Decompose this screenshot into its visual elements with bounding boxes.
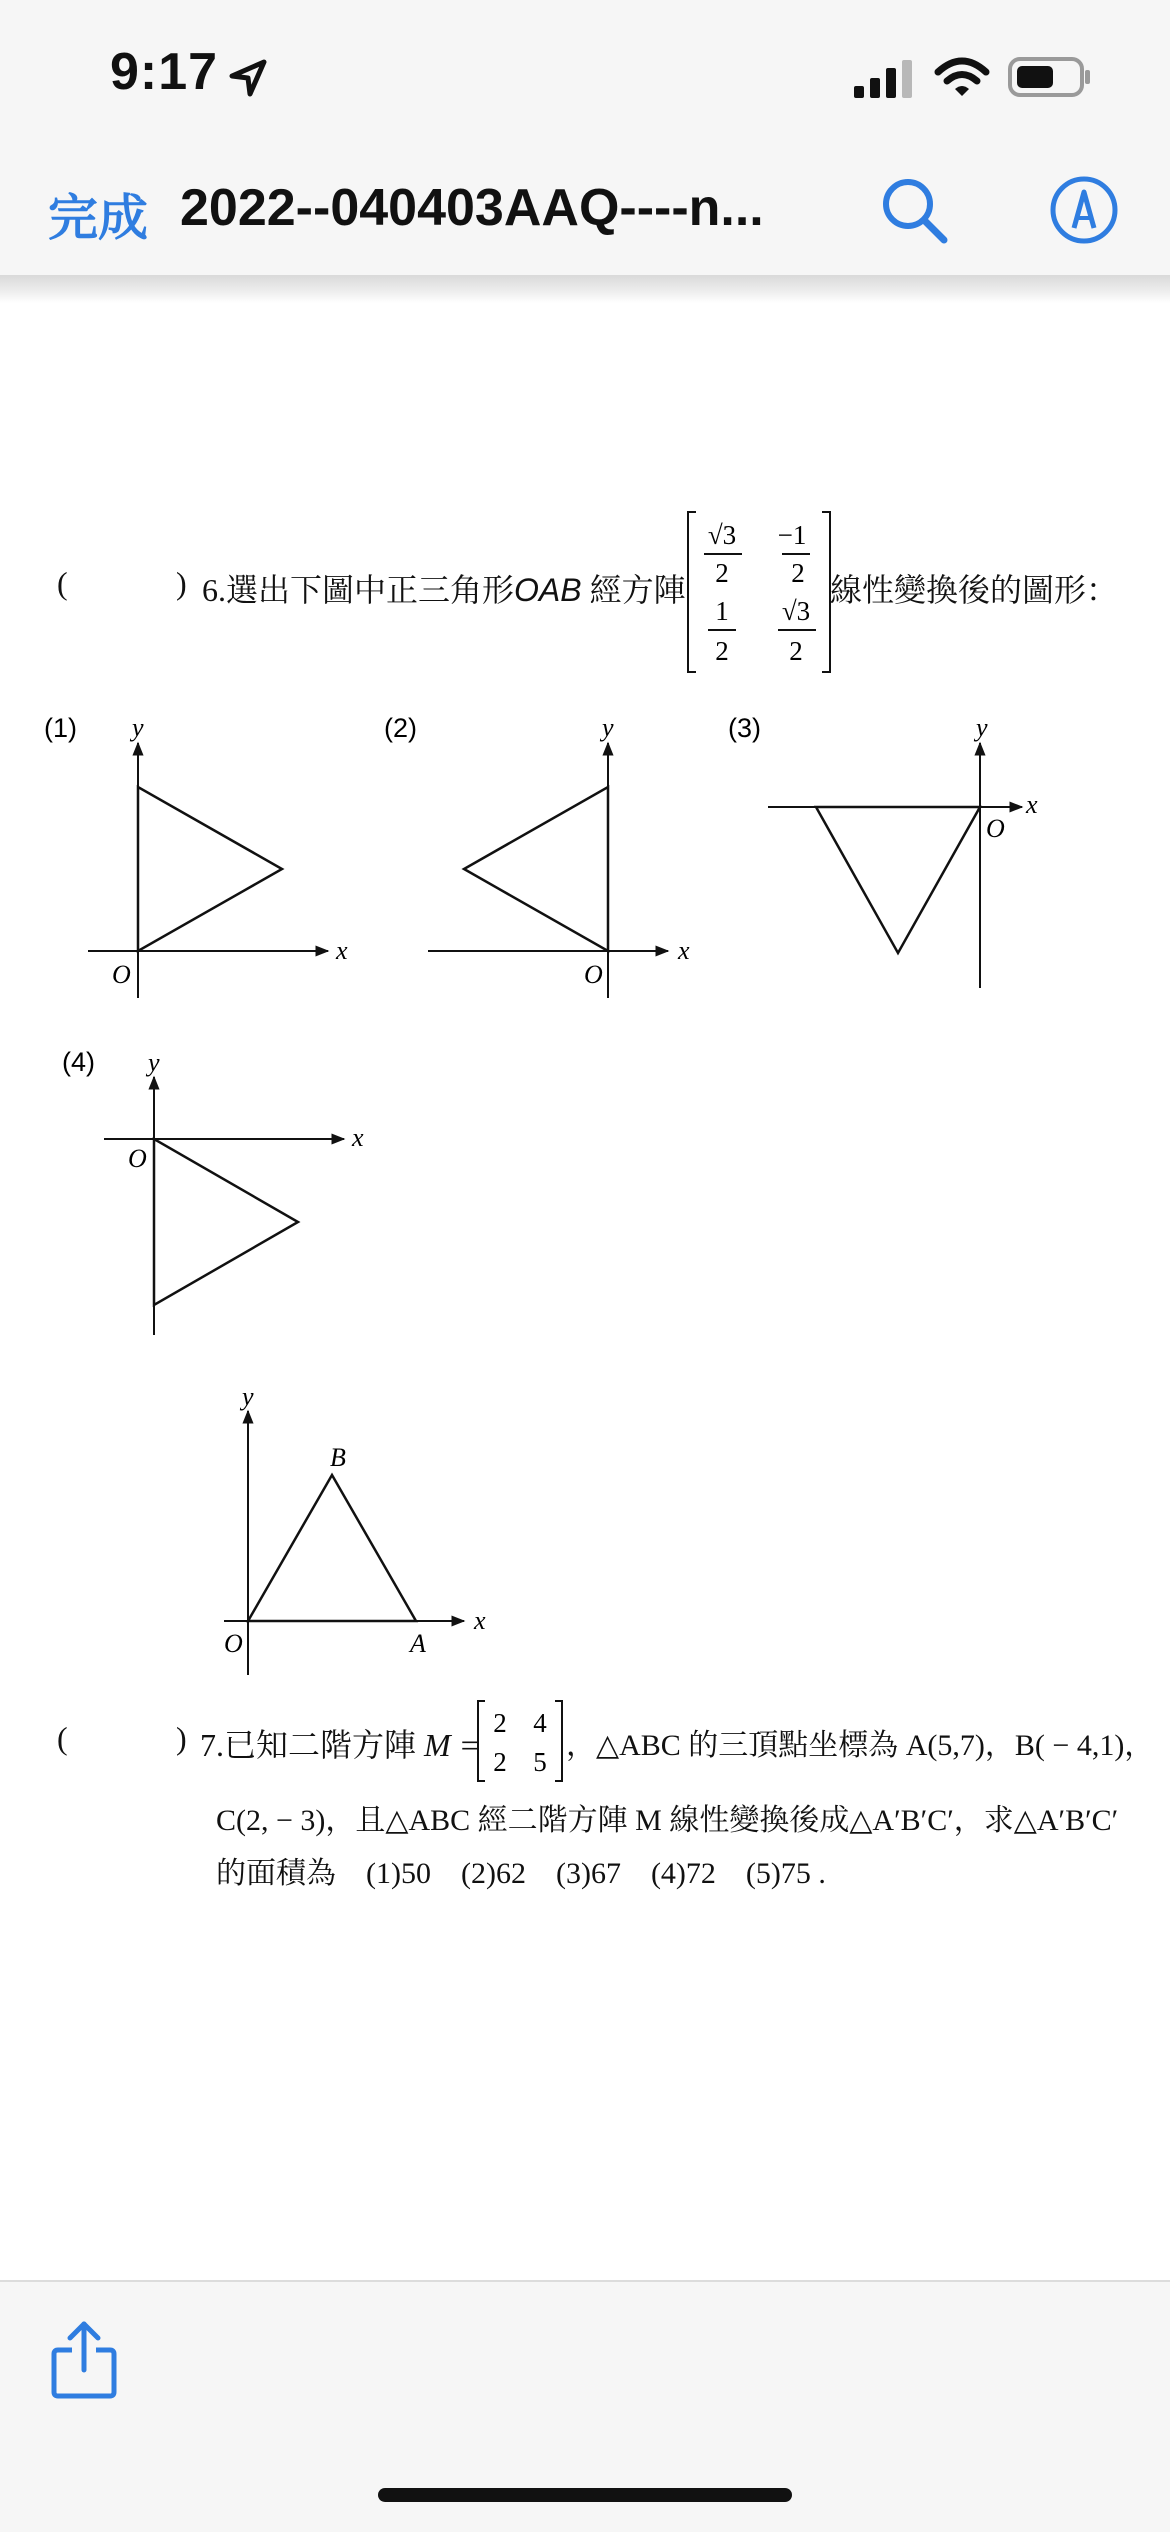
- q6-figure-name: OAB: [514, 572, 582, 608]
- cellular-signal-icon: [852, 58, 914, 98]
- q7-matrix-m: [476, 1699, 564, 1783]
- navigation-bar: [0, 140, 1170, 275]
- matrix-a21-num: 1: [715, 596, 729, 626]
- option-4-y-label: y: [148, 1048, 160, 1077]
- reference-y-label: y: [242, 1382, 254, 1411]
- option-3-y-label: y: [976, 713, 988, 742]
- q6-answer-paren-close: ): [176, 565, 187, 601]
- done-button[interactable]: 完成: [48, 190, 148, 246]
- location-arrow-icon: [228, 58, 268, 98]
- m-a22: 5: [533, 1747, 547, 1777]
- share-icon[interactable]: [50, 2320, 118, 2400]
- option-3-graph: [728, 713, 1038, 988]
- q6-text-before: 6.選出下圖中正三角形OAB 經方陣: [202, 572, 686, 608]
- matrix-a22-num: √3: [781, 596, 811, 626]
- toolbar-divider: [0, 275, 1170, 303]
- option-4-x-label: x: [352, 1123, 364, 1152]
- status-time: 9:17: [110, 43, 219, 101]
- option-4-origin-label: O: [128, 1144, 147, 1173]
- option-1-y-label: y: [132, 713, 144, 742]
- option-2-label: (2): [384, 713, 417, 743]
- matrix-a12-den: 2: [791, 558, 805, 588]
- wifi-icon: [934, 56, 990, 98]
- reference-triangle-graph: [224, 1382, 486, 1675]
- q6-answer-paren-open: (: [57, 565, 68, 601]
- reference-x-label: x: [474, 1606, 486, 1635]
- q7-text-line2: C(2, − 3)，且△ABC 經二階方陣 M 線性變換後成△A′B′C′，求△A′B′C′: [216, 1804, 1119, 1837]
- option-1-origin-label: O: [112, 960, 131, 989]
- q6-text-after: 線性變換後的圖形：: [830, 572, 1119, 608]
- option-3-x-label: x: [1026, 790, 1038, 819]
- reference-origin-label: O: [224, 1629, 243, 1658]
- option-2-y-label: y: [602, 713, 614, 742]
- matrix-a12-num: −1: [777, 520, 807, 550]
- q7-text-line3: 的面積為 (1)50 (2)62 (3)67 (4)72 (5)75 .: [216, 1857, 826, 1890]
- option-2-origin-label: O: [584, 960, 603, 989]
- home-indicator[interactable]: [378, 2488, 792, 2502]
- matrix-a11-num: √3: [707, 520, 737, 550]
- m-a12: 4: [533, 1708, 547, 1738]
- battery-icon: [1008, 56, 1092, 98]
- search-icon[interactable]: [880, 176, 950, 246]
- q7-answer-paren-open: (: [57, 1720, 68, 1756]
- m-a11: 2: [493, 1708, 507, 1738]
- q7-text-prefix: 7.已知二階方陣 M =: [200, 1727, 481, 1763]
- option-1-graph: [44, 713, 348, 998]
- option-3-label: (3): [728, 713, 761, 743]
- option-3-origin-label: O: [986, 814, 1005, 843]
- q7-answer-paren-close: ): [176, 1720, 187, 1756]
- document-page: [0, 303, 1170, 2280]
- option-4-label: (4): [62, 1047, 95, 1077]
- option-1-label: (1): [44, 713, 77, 743]
- q7-text-line1-suffix: ，△ABC 的三頂點坐標為 A(5,7)，B( − 4,1)，: [566, 1729, 1155, 1762]
- option-2-graph: [384, 713, 690, 998]
- reference-point-a-label: A: [410, 1629, 426, 1658]
- q6-option-graphs: [0, 303, 1170, 1703]
- matrix-a22-den: 2: [789, 636, 803, 666]
- m-a21: 2: [493, 1747, 507, 1777]
- matrix-a21-den: 2: [715, 636, 729, 666]
- status-bar: [0, 0, 1170, 140]
- matrix-a11-den: 2: [715, 558, 729, 588]
- option-1-x-label: x: [336, 936, 348, 965]
- reference-point-b-label: B: [330, 1443, 346, 1472]
- option-4-graph: [62, 1047, 364, 1335]
- markup-pen-icon[interactable]: [1048, 174, 1120, 246]
- option-2-x-label: x: [678, 936, 690, 965]
- document-title: 2022--040403AAQ----n...: [180, 179, 764, 237]
